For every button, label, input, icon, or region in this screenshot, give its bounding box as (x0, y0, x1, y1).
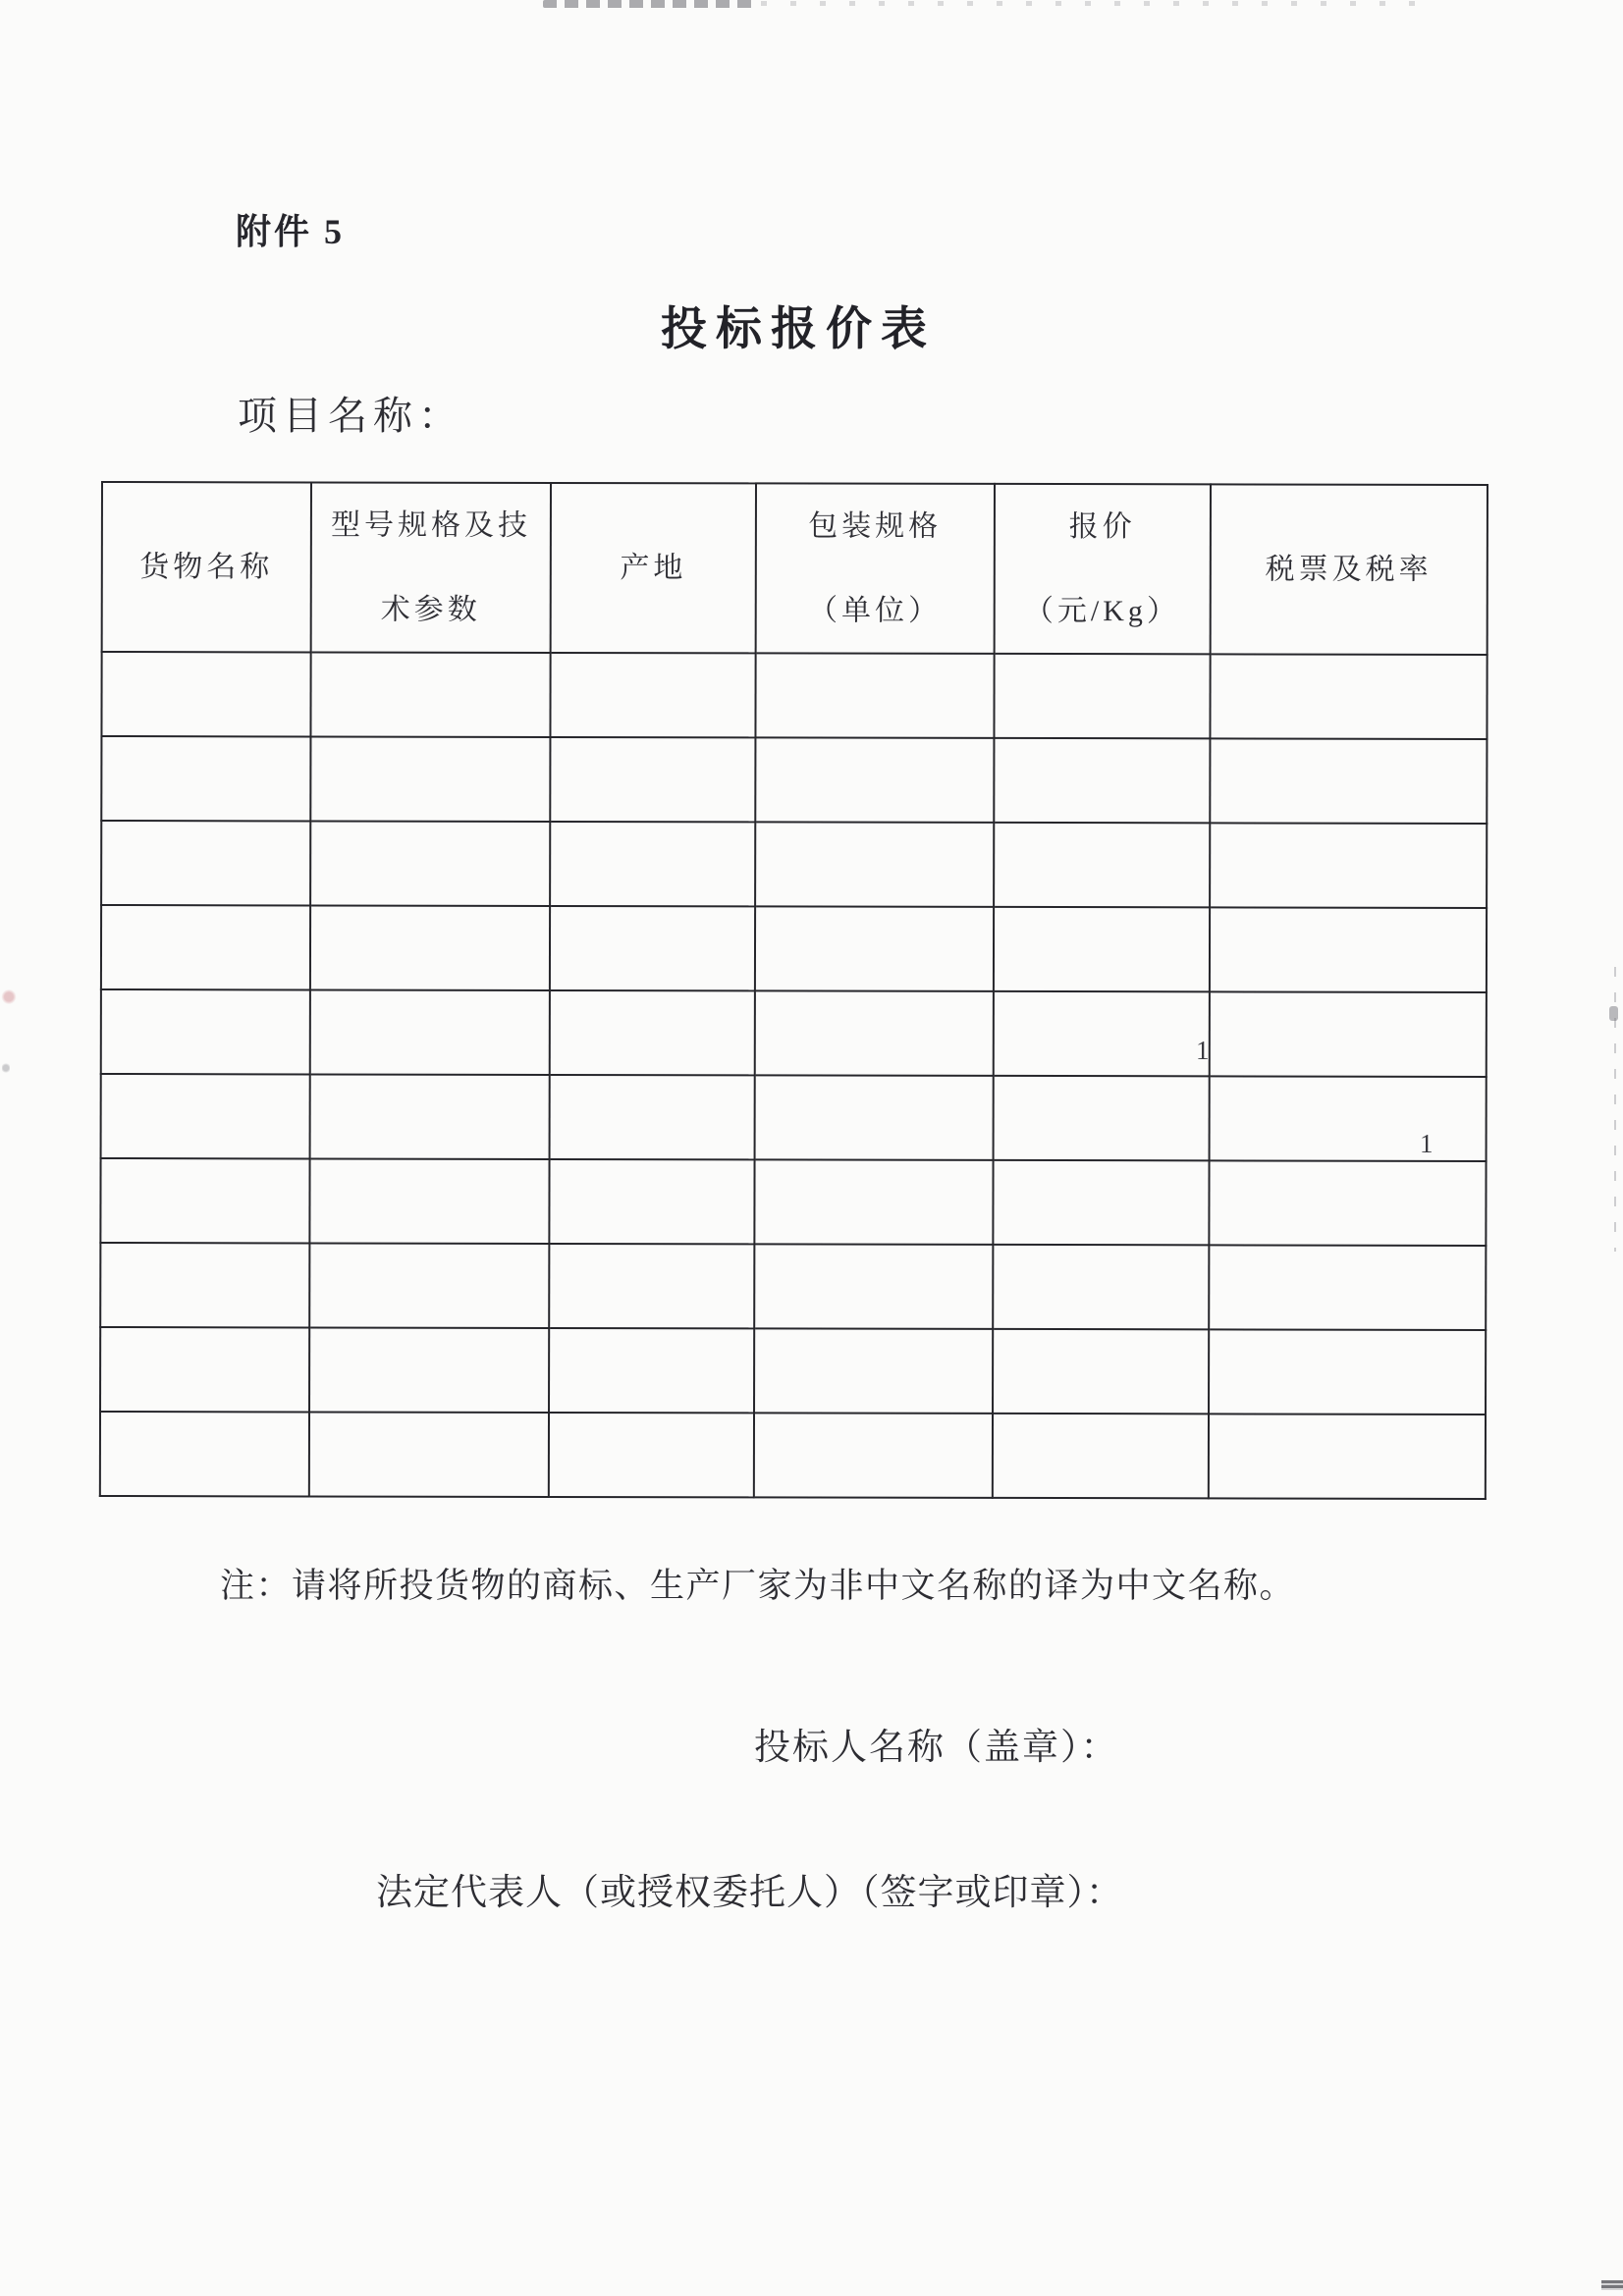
table-cell-empty (755, 990, 994, 1076)
attachment-label: 附件 5 (236, 212, 346, 251)
table-cell-empty (100, 1158, 309, 1243)
table-row (101, 1074, 1487, 1161)
table-cell-empty (755, 737, 994, 823)
table-cell-empty (993, 1160, 1209, 1245)
table-row (101, 905, 1487, 992)
table-cell-empty (100, 1412, 309, 1496)
table-cell-empty (101, 905, 310, 989)
table-cell-empty (550, 906, 755, 990)
table-cell-empty (755, 1075, 994, 1160)
table-cell-empty (993, 1329, 1209, 1414)
quotation-table (99, 481, 1488, 1500)
project-name-label: 项目名称： (238, 394, 463, 438)
table-cell-empty (993, 1076, 1209, 1160)
column-header: 货物名称 (102, 482, 311, 652)
table-cell-empty (550, 1159, 755, 1244)
table-cell-empty (1209, 1245, 1486, 1330)
table-cell-empty (992, 1414, 1208, 1498)
table-row (101, 821, 1487, 908)
table-cell-empty (993, 991, 1209, 1076)
quotation-table-wrapper (99, 481, 1488, 1500)
document-title: 投标报价表 (661, 304, 936, 355)
table-header-row (102, 482, 1488, 655)
table-cell-empty (1209, 1160, 1486, 1246)
stray-digit-row5: 1 (1196, 1036, 1210, 1065)
table-cell-empty (1209, 1414, 1486, 1499)
column-header: 税票及税率 (1210, 484, 1488, 655)
table-cell-empty (309, 1243, 549, 1328)
table-cell-empty (994, 654, 1210, 738)
table-cell-empty (310, 905, 550, 990)
scan-artifact-right-blob (1609, 1006, 1618, 1021)
table-cell-empty (310, 821, 550, 906)
column-header: 报价 （元/Kg） (994, 484, 1210, 654)
note-text: 注：请将所投货物的商标、生产厂家为非中文名称的译为中文名称。 (220, 1567, 1296, 1605)
table-cell-empty (101, 1074, 310, 1158)
table-cell-empty (1210, 738, 1487, 824)
table-cell-empty (994, 823, 1210, 907)
scan-artifact-top-specks (761, 1, 1438, 6)
table-cell-empty (310, 736, 550, 822)
table-cell-empty (550, 990, 755, 1075)
table-cell-empty (1209, 1076, 1486, 1161)
table-cell-empty (754, 1159, 993, 1245)
table-row (101, 652, 1487, 739)
table-row (100, 1327, 1486, 1415)
table-cell-empty (993, 1245, 1209, 1329)
column-header: 包装规格 （单位） (756, 483, 995, 654)
table-cell-empty (994, 907, 1210, 991)
table-row (101, 989, 1487, 1077)
scan-artifact-top-smudge (543, 0, 754, 8)
table-cell-empty (1210, 654, 1487, 739)
table-cell-empty (551, 653, 756, 737)
column-header: 型号规格及技 术参数 (311, 482, 551, 653)
scan-artifact-corner-mark (1601, 2280, 1623, 2290)
table-cell-empty (754, 1413, 993, 1498)
table-cell-empty (101, 989, 310, 1074)
table-cell-empty (100, 1327, 309, 1412)
column-header: 产地 (551, 483, 756, 653)
table-cell-empty (755, 906, 994, 991)
table-cell-empty (1210, 907, 1487, 992)
table-cell-empty (994, 738, 1210, 823)
table-cell-empty (310, 989, 550, 1075)
table-cell-empty (754, 1328, 993, 1414)
table-cell-empty (1209, 1329, 1486, 1415)
scan-artifact-left-pink-mark (1, 989, 17, 1004)
table-cell-empty (550, 737, 755, 822)
table-cell-empty (755, 822, 994, 907)
table-cell-empty (309, 1412, 549, 1497)
legal-representative-label: 法定代表人（或授权委托人）（签字或印章）： (376, 1873, 1123, 1913)
table-cell-empty (1209, 991, 1486, 1077)
scan-artifact-left-gray-mark (2, 1062, 10, 1074)
table-cell-empty (549, 1328, 754, 1413)
table-cell-empty (550, 822, 755, 906)
table-cell-empty (549, 1413, 754, 1497)
table-cell-empty (309, 1158, 549, 1244)
table-cell-empty (755, 653, 994, 738)
table-cell-empty (100, 1243, 309, 1327)
bidder-name-label: 投标人名称（盖章）： (754, 1728, 1119, 1768)
table-cell-empty (311, 652, 551, 737)
table-cell-empty (1210, 823, 1487, 908)
stray-digit-row6: 1 (1420, 1129, 1434, 1158)
table-cell-empty (754, 1244, 993, 1329)
table-cell-empty (101, 821, 310, 905)
table-cell-empty (550, 1075, 755, 1159)
table-cell-empty (101, 652, 310, 736)
table-cell-empty (309, 1327, 549, 1413)
table-cell-empty (549, 1244, 754, 1328)
table-cell-empty (101, 736, 310, 821)
table-cell-empty (310, 1074, 550, 1159)
table-row (100, 1243, 1486, 1330)
table-row (101, 736, 1487, 824)
table-row (100, 1158, 1486, 1246)
table-row (100, 1412, 1486, 1499)
